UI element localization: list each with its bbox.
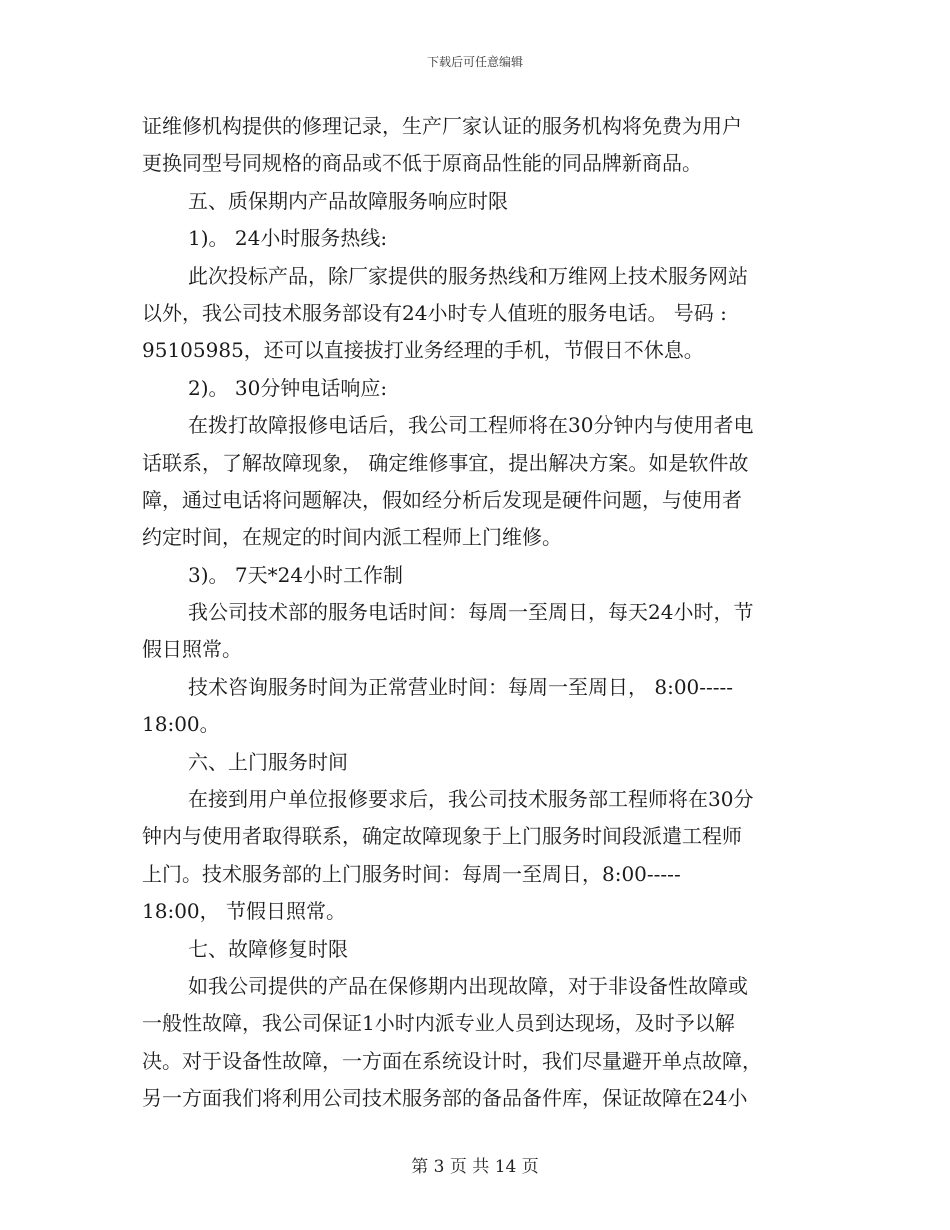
text-line: 在拨打故障报修电话后，我公司工程师将在30分钟内与使用者电 xyxy=(188,413,754,438)
text-line: 3)。 7天*24小时工作制 xyxy=(188,562,404,587)
text-line: 1)。 24小时服务热线: xyxy=(188,226,388,251)
text-line: 决。对于设备性故障，一方面在系统设计时，我们尽量避开单点故障， xyxy=(142,1048,762,1073)
text-line: 约定时间，在规定的时间内派工程师上门维修。 xyxy=(142,525,562,550)
text-line: 证维修机构提供的修理记录，生产厂家认证的服务机构将免费为用户 xyxy=(142,114,742,138)
page-footer: 第 3 页 共 14 页 xyxy=(411,1157,539,1177)
text-line: 在接到用户单位报修要求后，我公司技术服务部工程师将在30分 xyxy=(188,787,754,812)
document-body xyxy=(142,108,808,1118)
text-line: 95105985，还可以直接拔打业务经理的手机，节假日不休息。 xyxy=(142,338,704,363)
text-line: 此次投标产品，除厂家提供的服务热线和万维网上技术服务网站 xyxy=(188,263,748,288)
text-line: 我公司技术部的服务电话时间：每周一至周日，每天24小时，节 xyxy=(188,600,754,625)
text-line: 更换同型号同规格的商品或不低于原商品性能的同品牌新商品。 xyxy=(142,151,702,176)
text-line: 五、质保期内产品故障服务响应时限 xyxy=(188,188,508,213)
text-line: 另一方面我们将利用公司技术服务部的备品备件库，保证故障在24小 xyxy=(142,1086,748,1111)
text-line: 一般性故障，我公司保证1小时内派专业人员到达现场，及时予以解 xyxy=(142,1011,735,1036)
page-header: 下载后可任意编辑 xyxy=(426,55,523,69)
text-line: 18:00， 节假日照常。 xyxy=(142,899,346,924)
text-line: 技术咨询服务时间为正常营业时间：每周一至周日， 8:00----- xyxy=(188,674,734,699)
text-line: 七、故障修复时限 xyxy=(188,936,348,961)
text-line: 以外，我公司技术服务部设有24小时专人值班的服务电话。 号码 : xyxy=(142,300,727,325)
text-line: 上门。技术服务部的上门服务时间：每周一至周日，8:00----- xyxy=(142,861,681,886)
text-line: 话联系，了解故障现象， 确定维修事宜，提出解决方案。如是软件故 xyxy=(142,450,749,475)
text-line: 障，通过电话将问题解决，假如经分析后发现是硬件问题，与使用者 xyxy=(142,487,742,512)
text-line: 钟内与使用者取得联系，确定故障现象于上门服务时间段派遣工程师 xyxy=(142,824,742,849)
text-line: 假日照常。 xyxy=(142,637,242,662)
text-line: 2)。 30分钟电话响应: xyxy=(188,375,388,400)
text-line: 六、上门服务时间 xyxy=(188,749,348,774)
text-line: 18:00。 xyxy=(142,712,220,737)
text-line: 如我公司提供的产品在保修期内出现故障，对于非设备性故障或 xyxy=(188,973,748,998)
